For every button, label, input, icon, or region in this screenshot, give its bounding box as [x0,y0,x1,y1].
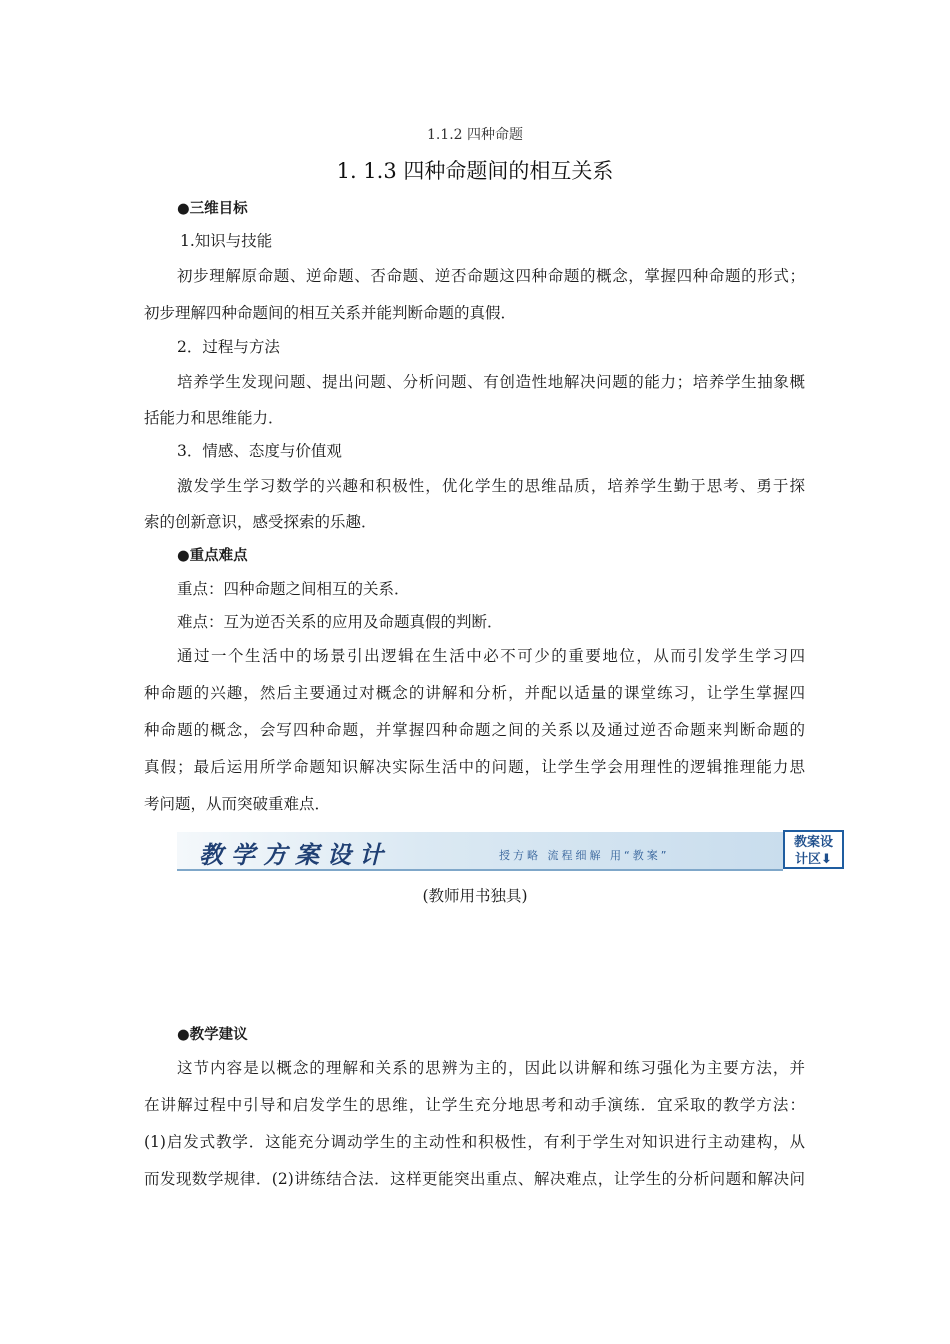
goal3-text-line1: 激发学生学习数学的兴趣和积极性，优化学生的思维品质，培养学生勤于思考、勇于探 [177,477,805,495]
banner-title: 教学方案设计 [199,840,391,869]
advice-line4: 而发现数学规律．(2)讲练结合法．这样更能突出重点、解决难点，让学生的分析问题和解决问 [144,1170,805,1188]
key-point: 重点：四种命题之间相互的关系． [177,580,410,598]
goal2-text-line2: 括能力和思维能力． [144,409,284,427]
page-title: 1. 1.3 四种命题间的相互关系 [336,159,614,183]
advice-line1: 这节内容是以概念的理解和关系的思辨为主的，因此以讲解和练习强化为主要方法，并 [177,1059,805,1077]
approach-line3: 种命题的概念，会写四种命题，并掌握四种命题之间的关系以及通过逆否命题来判断命题的 [144,721,805,739]
approach-line4: 真假；最后运用所学命题知识解决实际生活中的问题，让学生学会用理性的逻辑推理能力思 [144,758,805,776]
goal1-heading: 1.知识与技能 [180,232,273,250]
difficult-point: 难点：互为逆否关系的应用及命题真假的判断． [177,613,503,631]
advice-line3: (1)启发式教学．这能充分调动学生的主动性和积极性，有利于学生对知识进行主动建构，从 [144,1133,805,1151]
advice-heading: ●教学建议 [177,1027,248,1043]
goal2-heading: 2．过程与方法 [177,338,280,356]
key-points-heading: ●重点难点 [177,548,248,564]
goal3-text-line2: 索的创新意识，感受探索的乐趣． [144,513,377,531]
banner-tag-line2: 计区⬇ [795,852,832,867]
goal3-heading: 3．情感、态度与价值观 [177,442,342,460]
goal2-text-line1: 培养学生发现问题、提出问题、分析问题、有创造性地解决问题的能力；培养学生抽象概 [177,373,805,391]
banner-bar [177,832,783,871]
approach-line1: 通过一个生活中的场景引出逻辑在生活中必不可少的重要地位，从而引发学生学习四 [177,647,805,665]
advice-line2: 在讲解过程中引导和启发学生的思维，让学生充分地思考和动手演练．宜采取的教学方法： [144,1096,805,1114]
banner-slogan: 授方略 流程细解 用“教案” [499,849,670,862]
goals-heading: ●三维目标 [177,201,248,217]
banner-tag [783,830,844,869]
approach-line2: 种命题的兴趣，然后主要通过对概念的讲解和分析，并配以适量的课堂练习，让学生掌握四 [144,684,805,702]
approach-line5: 考问题，从而突破重难点． [144,795,331,813]
banner-tag-line1: 教案设 [793,835,833,850]
section-subtitle: 1.1.2 四种命题 [426,127,524,143]
goal1-text-line1: 初步理解原命题、逆命题、否命题、逆否命题这四种命题的概念，掌握四种命题的形式； [177,267,805,285]
goal1-text-line2: 初步理解四种命题间的相互关系并能判断命题的真假． [144,304,517,322]
teaching-plan-banner [177,828,848,873]
teacher-note: (教师用书独具) [422,887,528,905]
